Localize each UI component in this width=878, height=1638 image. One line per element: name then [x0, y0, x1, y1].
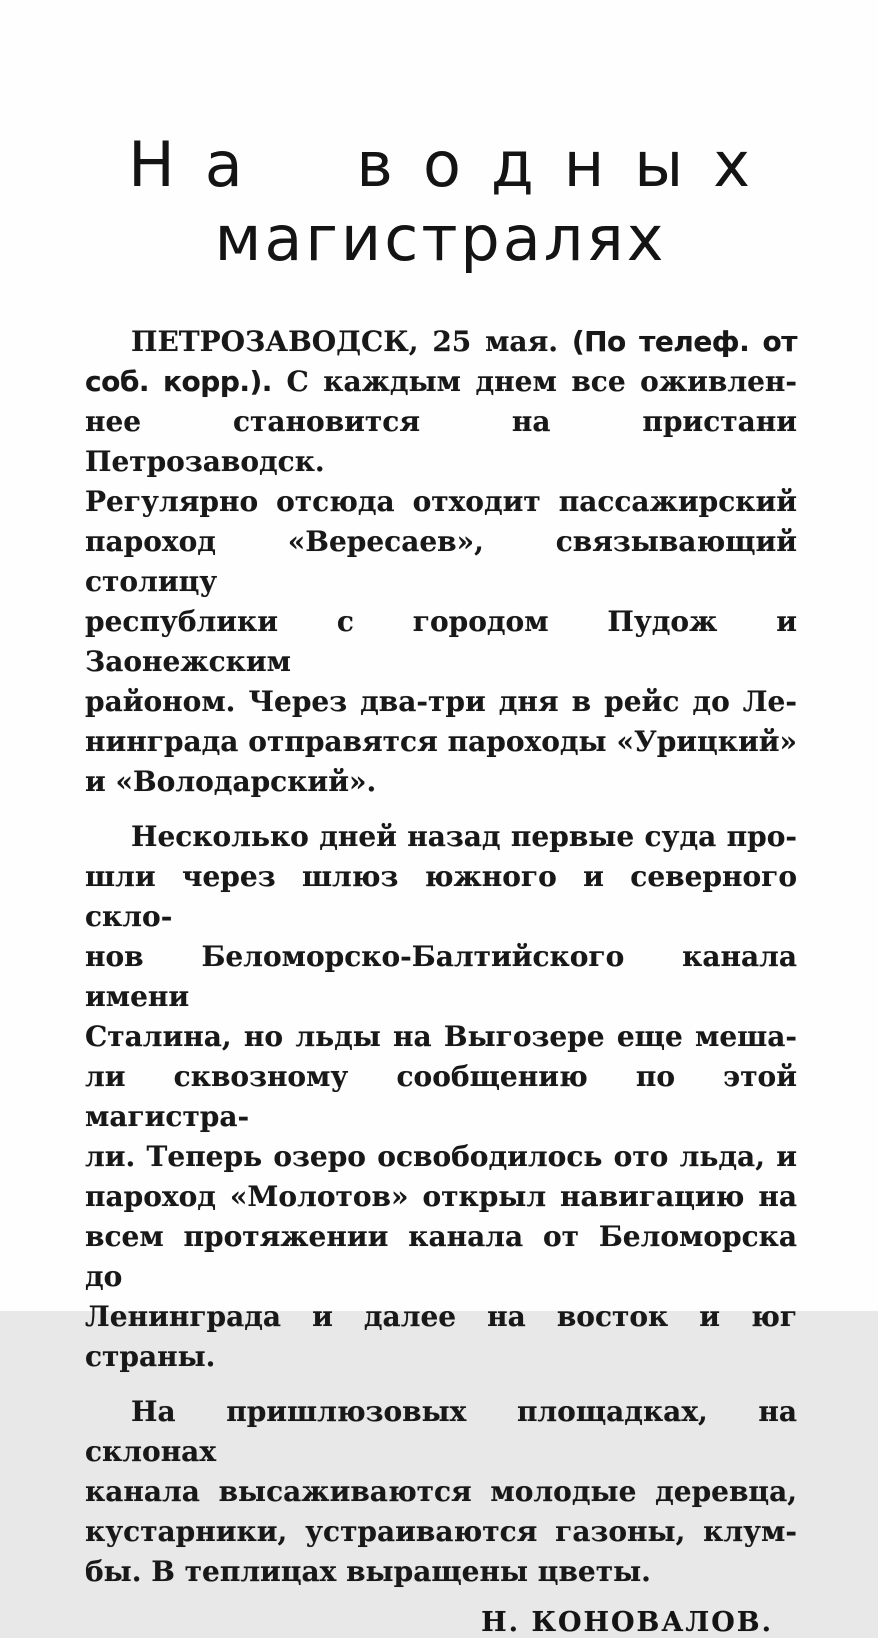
dateline-location: ПЕТРОЗАВОДСК, 25 мая.	[131, 325, 558, 358]
author-signature: Н. КОНОВАЛОВ.	[481, 1607, 773, 1638]
paragraph-2	[85, 817, 797, 1377]
text-line: Сталина, но льды на Выгозере еще меша-	[85, 1020, 797, 1053]
dateline-source-part1: (По телеф. от	[571, 325, 797, 358]
text-line: ли сквозному сообщению по этой магистра-	[85, 1060, 797, 1133]
body-text: С каждым днем все оживлен-	[286, 365, 798, 398]
text-line: шли через шлюз южного и северного скло-	[85, 860, 797, 933]
article-body	[85, 322, 797, 1592]
headline-line-2: магистралях	[214, 202, 667, 275]
text-line: кустарники, устраиваются газоны, клум-	[85, 1515, 797, 1548]
text-line: нее становится на пристани Петрозаводск.	[85, 405, 797, 478]
text-line	[85, 322, 797, 362]
article-headline	[0, 0, 878, 276]
paragraph-3	[85, 1392, 797, 1592]
text-line: и «Володарский».	[85, 765, 377, 798]
text-line: пароход «Вересаев», связывающий столицу	[85, 525, 797, 598]
text-line: Регулярно отсюда отходит пассажирский	[85, 485, 797, 518]
text-line	[85, 362, 797, 402]
text-line: канала высаживаются молодые деревца,	[85, 1475, 797, 1508]
text-line: всем протяжении канала от Беломорска до	[85, 1220, 797, 1293]
text-line: республики с городом Пудож и Заонежским	[85, 605, 797, 678]
text-line: бы. В теплицах выращены цветы.	[85, 1555, 651, 1588]
text-line: ли. Теперь озеро освободилось ото льда, и	[85, 1140, 797, 1173]
text-line: На пришлюзовых площадках, на склонах	[85, 1395, 797, 1468]
text-line: Несколько дней назад первые суда про-	[131, 820, 797, 853]
text-line: нинграда отправятся пароходы «Урицкий»	[85, 725, 797, 758]
text-line: пароход «Молотов» открыл навигацию на	[85, 1180, 797, 1213]
text-line: районом. Через два-три дня в рейс до Ле-	[85, 685, 797, 718]
headline-line-1: На водных	[128, 128, 780, 201]
paragraph-1	[85, 322, 797, 802]
text-line: страны.	[85, 1340, 216, 1373]
text-line: нов Беломорско-Балтийского канала имени	[85, 940, 797, 1013]
dateline-source-part2: соб. корр.).	[85, 365, 272, 398]
text-line: Ленинграда и далее на восток и юг	[85, 1300, 797, 1333]
